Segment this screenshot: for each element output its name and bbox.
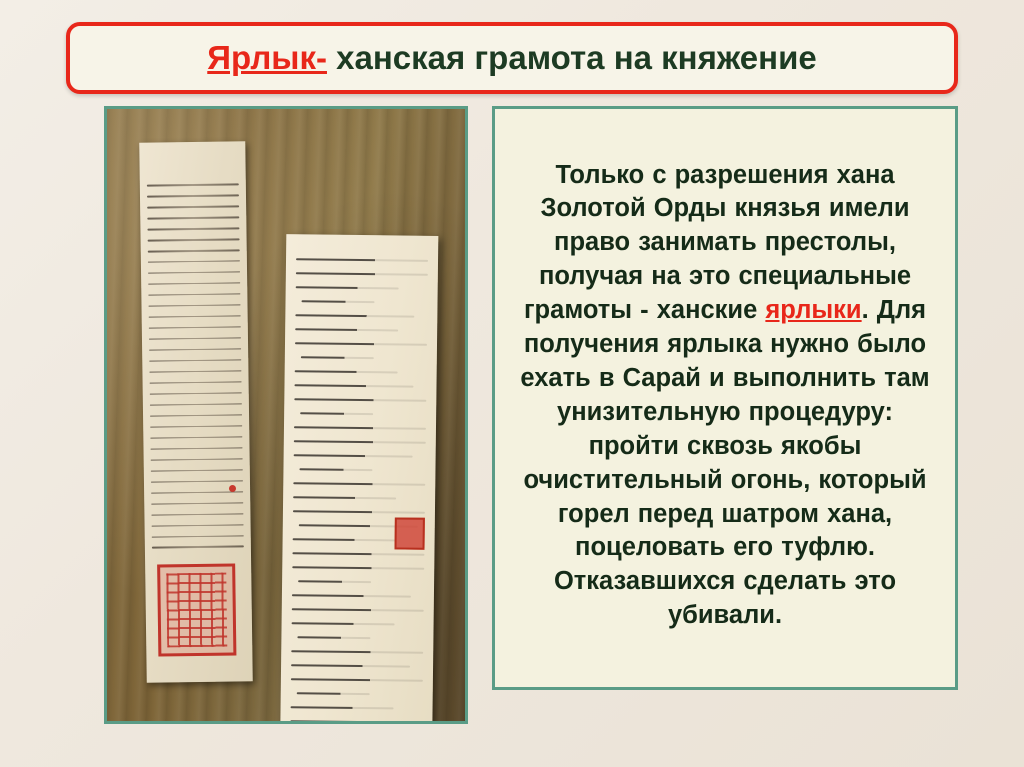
red-dot-mark	[229, 485, 236, 492]
title-banner	[66, 22, 958, 94]
title-accent-word: Ярлык-	[207, 39, 327, 76]
calligraphy-lines	[290, 258, 428, 724]
yarlyk-photo-panel	[104, 106, 468, 724]
description-part-1: Только с разрешения хана Золотой Орды князья имели право занимать престолы, получая на это специальные грамоты - ханские	[523, 160, 912, 325]
red-seal-icon	[157, 563, 236, 656]
description-highlight: ярлыки	[765, 296, 862, 325]
title-rest: ханская грамота на княжение	[326, 39, 817, 76]
red-seal-small-upper-icon	[394, 517, 424, 549]
description-text	[513, 159, 937, 634]
description-panel	[492, 106, 958, 690]
scroll-document-long	[139, 141, 253, 682]
description-part-2: . Для получения ярлыка нужно было ехать в Сарай и выполнить там унизительную процедуру: пройти сквозь якобы очистительный огонь, который горел перед шатром хана, поцеловать его туфлю. Отказавшихся сделать это убивали.	[520, 296, 930, 630]
scroll-document-wide	[280, 234, 439, 724]
page-title	[207, 39, 816, 77]
scroll-text-lines	[147, 183, 244, 532]
